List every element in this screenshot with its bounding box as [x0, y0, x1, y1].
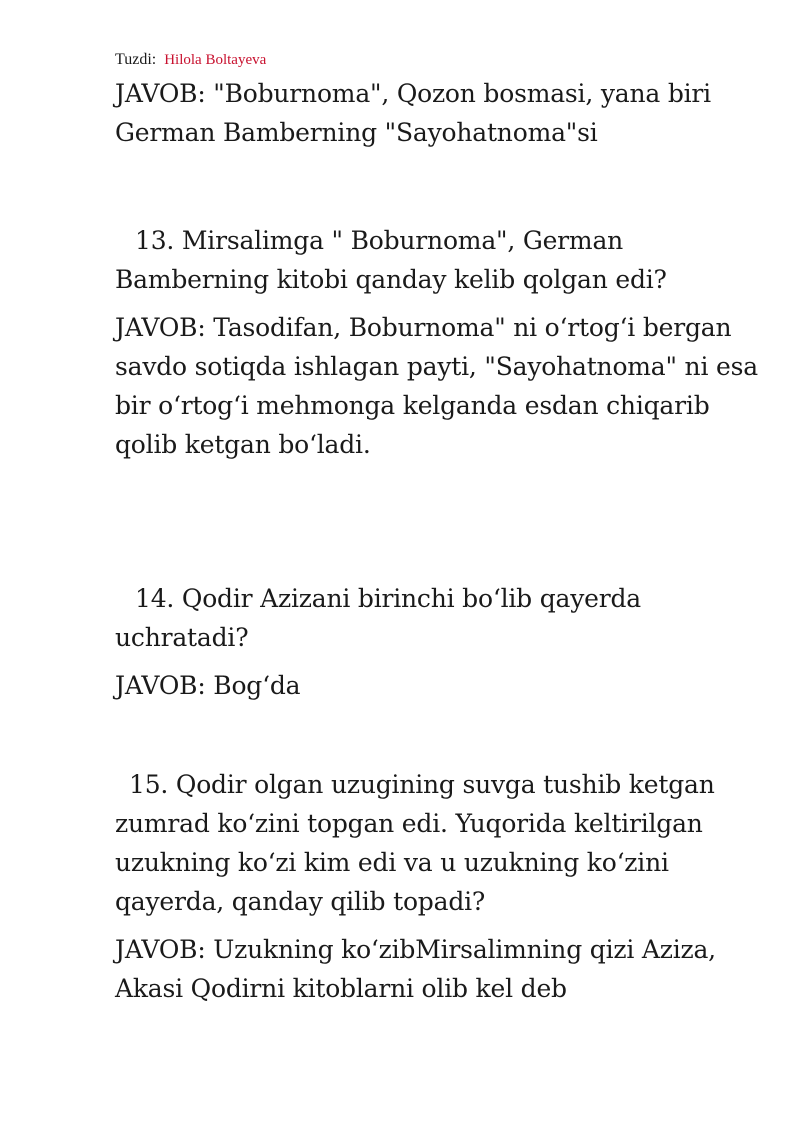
answer-14: JAVOB: Bogʻda — [115, 671, 301, 700]
author-line — [115, 48, 765, 72]
author-label: Tuzdi: — [115, 51, 157, 68]
question-15: 15. Qodir olgan uzugining suvga tushib ketgan zumrad koʻzini topgan edi. Yuqorida keltirilgan uzukning koʻzi kim edi va u uzukning koʻzini qayerda, qanday qilib topadi? — [115, 770, 715, 916]
question-14: 14. Qodir Azizani birinchi boʻlib qayerda uchratadi? — [115, 584, 642, 652]
answer-12: JAVOB: "Boburnoma", Qozon bosmasi, yana biri German Bamberning "Sayohatnoma"si — [115, 79, 711, 147]
answer-15: JAVOB: Uzukning koʻzibMirsalimning qizi Aziza, Akasi Qodirni kitoblarni olib kel deb — [115, 935, 716, 1003]
author-name: Hilola Boltayeva — [164, 52, 267, 68]
answer-13: JAVOB: Tasodifan, Boburnoma" ni oʻrtogʻi bergan savdo sotiqda ishlagan payti, "Sayohatnoma" ni esa bir oʻrtogʻi mehmonga kelganda esdan chiqarib qolib ketgan boʻladi. — [115, 313, 758, 459]
question-13: 13. Mirsalimga " Boburnoma", German Bamberning kitobi qanday kelib qolgan edi? — [115, 226, 667, 294]
document-page — [115, 48, 765, 1008]
